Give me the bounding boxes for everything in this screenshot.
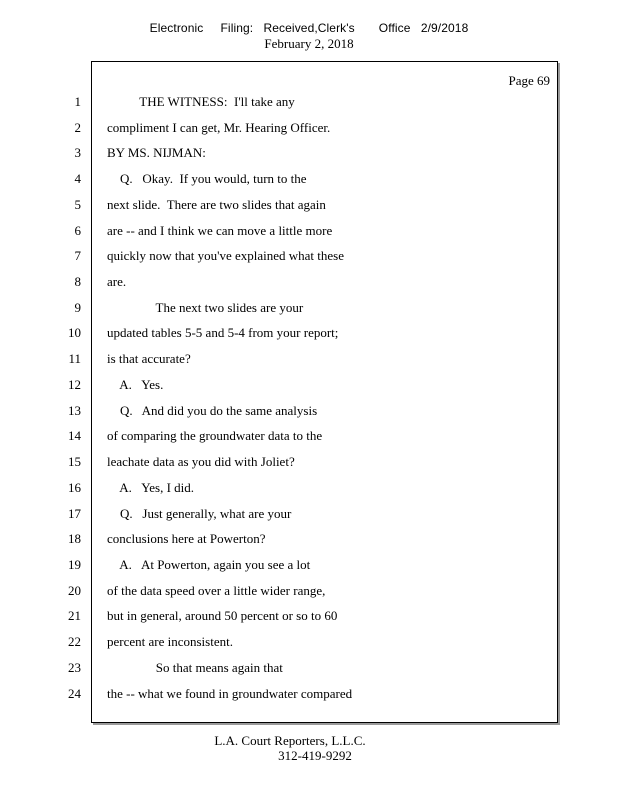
document-date: February 2, 2018 bbox=[264, 36, 354, 51]
transcript-line-text: A. Yes. bbox=[107, 377, 164, 392]
transcript-line-text: A. At Powerton, again you see a lot bbox=[107, 557, 311, 572]
line-number: 6 bbox=[74, 223, 81, 238]
transcript-line-text: compliment I can get, Mr. Hearing Officer. bbox=[107, 120, 331, 135]
transcript-line-text: the -- what we found in groundwater compared bbox=[107, 686, 353, 701]
line-number: 13 bbox=[68, 403, 81, 418]
transcript-line-text: but in general, around 50 percent or so to 60 bbox=[107, 608, 338, 623]
line-number: 20 bbox=[68, 583, 81, 598]
line-number: 14 bbox=[68, 428, 81, 443]
transcript-line-text: So that means again that bbox=[107, 660, 283, 675]
transcript-line-text: is that accurate? bbox=[107, 351, 191, 366]
footer-phone: 312-419-9292 bbox=[278, 748, 352, 763]
transcript-line-text: of comparing the groundwater data to the bbox=[107, 428, 323, 443]
transcript-line-text: Q. And did you do the same analysis bbox=[107, 403, 318, 418]
transcript-line-text: Q. Okay. If you would, turn to the bbox=[107, 171, 307, 186]
transcript-line-text: percent are inconsistent. bbox=[107, 634, 233, 649]
line-number: 1 bbox=[74, 94, 81, 109]
line-number: 23 bbox=[68, 660, 81, 675]
transcript-line-text: next slide. There are two slides that again bbox=[107, 197, 326, 212]
line-number: 7 bbox=[74, 248, 81, 263]
line-number: 11 bbox=[68, 351, 81, 366]
line-number: 4 bbox=[74, 171, 81, 186]
line-number: 21 bbox=[68, 608, 81, 623]
page-number: Page 69 bbox=[508, 73, 550, 88]
line-number: 17 bbox=[68, 506, 81, 521]
transcript-line-text: are -- and I think we can move a little more bbox=[107, 223, 333, 238]
line-number: 8 bbox=[74, 274, 81, 289]
line-number: 15 bbox=[68, 454, 81, 469]
footer-company: L.A. Court Reporters, L.L.C. bbox=[214, 733, 366, 748]
line-number: 22 bbox=[68, 634, 81, 649]
transcript-line-text: updated tables 5-5 and 5-4 from your report; bbox=[107, 325, 339, 340]
line-number: 3 bbox=[74, 145, 81, 160]
transcript-line-text: of the data speed over a little wider range, bbox=[107, 583, 326, 598]
line-number: 10 bbox=[68, 325, 81, 340]
line-number: 18 bbox=[68, 531, 81, 546]
transcript-line-text: A. Yes, I did. bbox=[107, 480, 195, 495]
line-number: 12 bbox=[68, 377, 81, 392]
transcript-line-text: THE WITNESS: I'll take any bbox=[107, 94, 295, 109]
line-number: 24 bbox=[68, 686, 81, 701]
line-number: 2 bbox=[74, 120, 81, 135]
filing-stamp: Electronic Filing: Received,Clerk's Office 2/9/2018 bbox=[149, 21, 469, 35]
transcript-line-text: are. bbox=[107, 274, 127, 289]
line-number: 5 bbox=[74, 197, 81, 212]
line-number: 9 bbox=[74, 300, 81, 315]
transcript-line-text: leachate data as you did with Joliet? bbox=[107, 454, 295, 469]
transcript-line-text: Q. Just generally, what are your bbox=[107, 506, 292, 521]
transcript-line-text: BY MS. NIJMAN: bbox=[107, 145, 206, 160]
line-number: 16 bbox=[68, 480, 81, 495]
transcript-line-text: quickly now that you've explained what these bbox=[107, 248, 345, 263]
transcript-line-text: conclusions here at Powerton? bbox=[107, 531, 266, 546]
line-number: 19 bbox=[68, 557, 81, 572]
transcript-line-text: The next two slides are your bbox=[107, 300, 304, 315]
